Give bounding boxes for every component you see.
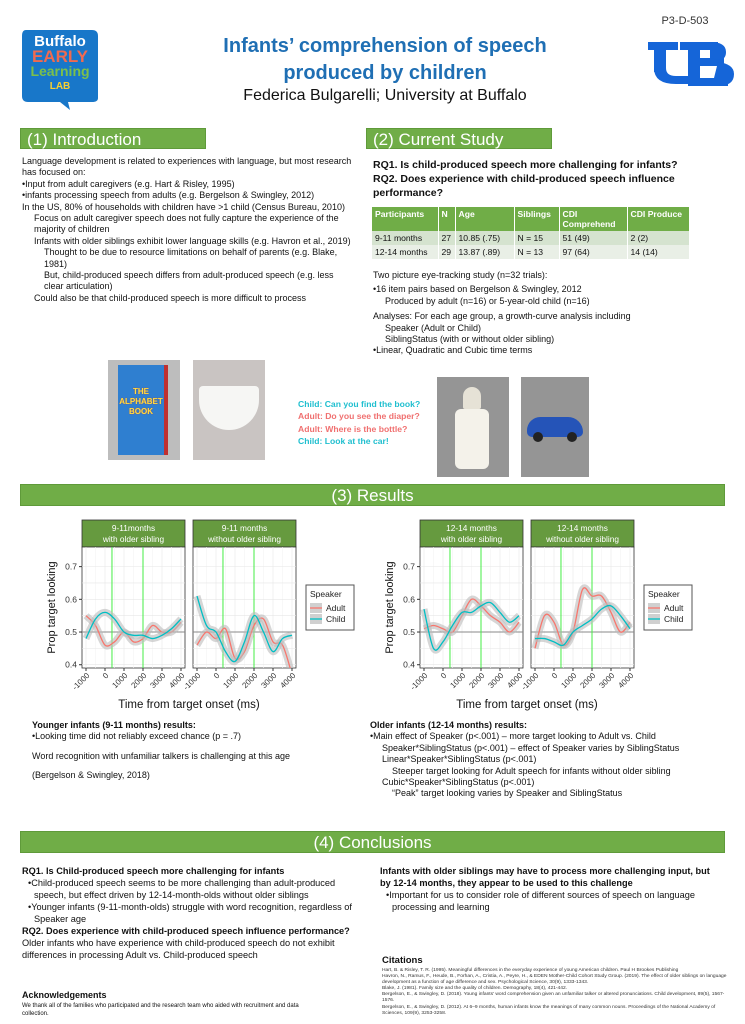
intro-text: Language development is related to experiences with language, but most research has focused on: •Input from adult caregivers (e.g. Hart & Risley, 1995) •infants processing speech from adults (e.g. Bergelson & Swingley, 2012) In the US, 80% of households with children have >1 child (Census Bureau, 2010) Focus on adult caregiver speech does not fully capture the experience of the majority of children Infants with older siblings exhibit lower language skills (e.g. Havron et al., 2019) Thought to be due to resource limitations on behalf of parents (e.g. Blake, 1981) But, child-produced speech differs from adult-produced speech (e.g. less clear articulation) Could also be that child-produced speech is more difficult to process	[22, 156, 352, 303]
y-tick-label: 0.4	[403, 659, 415, 670]
panel-title: with older sibling	[102, 534, 165, 544]
conclusions-heading: (4) Conclusions	[20, 831, 725, 853]
conclusions-right: Infants with older siblings may have to process more challenging input, but by 12-14 months, they appear to be used to this challenge •Important for us to consider role of different sources of speech on language processing and learning	[380, 866, 710, 912]
table-row: 12-14 months 29 13.87 (.89) N = 13 97 (64) 14 (14)	[372, 245, 690, 259]
legend-title: Speaker	[310, 589, 342, 599]
x-tick-label: 1000	[221, 671, 241, 690]
y-tick-label: 0.5	[403, 627, 415, 638]
x-tick-label: 3000	[597, 671, 617, 690]
panel-title: without older sibling	[546, 534, 619, 544]
x-tick-label: -1000	[519, 671, 541, 692]
x-tick-label: -1000	[408, 671, 430, 692]
x-tick-label: 1000	[448, 671, 468, 690]
author: Federica Bulgarelli; University at Buffalo	[243, 87, 527, 104]
research-questions: RQ1. Is child-produced speech more challenging for infants? RQ2. Does experience with child-produced speech influence performance?	[373, 159, 678, 199]
citations: Citations Hart, B. & Risley, T. R. (1995). Meaningful differences in the everyday experience of young American children. Paul H Brookes Publishing Havron, N., Ramus, F., Heude, B., Forhan, A., Cristia, A., Peyre, H., & EDEN Mother-Child Cohort Study Group. (2019). The effect of older siblings on language development as a function of age difference and sex. Psychological Science, 30(9), 1333-1343. Blake, J. (1981). Family size and the quality of children. Demography, 18(4), 421-442. Bergelson, E., & Swingley, D. (2018). Young infants' word comprehension given an unfamiliar talker or altered pronunciations. Child development, 89(5), 1567-1576. Bergelson, E., & Swingley, D. (2012). At 6–9 months, human infants know the meanings of many common nouns. Proceedings of the National Academy of Sciences, 109(9), 3253-3258.	[382, 955, 727, 1016]
y-axis-label: Prop target looking	[384, 561, 396, 654]
y-tick-label: 0.5	[65, 627, 77, 638]
x-tick-label: 2000	[467, 671, 487, 690]
x-tick-label: 4000	[167, 671, 187, 690]
diaper-image	[193, 360, 265, 460]
x-axis-label: Time from target onset (ms)	[118, 699, 260, 711]
panel-title: without older sibling	[208, 534, 281, 544]
study-heading: (2) Current Study	[366, 128, 552, 149]
x-tick-label: 2000	[129, 671, 149, 690]
x-tick-label: 2000	[578, 671, 598, 690]
legend-title: Speaker	[648, 589, 680, 599]
intro-heading: (1) Introduction	[20, 128, 206, 149]
participants-table: Participants N Age Siblings CDI Comprehend CDI Produce 9-11 months 27 10.85 (.75) N = 15 51 (49) 2 (2) 12-14 months 29 13.87 (.89) N = 13 97 (64) 14 (14)	[372, 207, 690, 259]
legend-entry: Child	[326, 614, 346, 624]
panel-title: 9-11months	[111, 523, 156, 533]
x-tick-label: 0	[549, 671, 560, 681]
bottle-image	[437, 377, 509, 477]
ub-logo	[648, 40, 738, 86]
panel-title: with older sibling	[440, 534, 503, 544]
y-axis-label: Prop target looking	[46, 561, 58, 654]
x-tick-label: 4000	[616, 671, 636, 690]
x-tick-label: 3000	[486, 671, 506, 690]
x-tick-label: 0	[438, 671, 449, 681]
y-tick-label: 0.7	[65, 561, 77, 572]
panel-title: 12-14 months	[446, 523, 497, 533]
study-design: Two picture eye-tracking study (n=32 trials): •16 item pairs based on Bergelson & Swingley, 2012 Produced by adult (n=16) or 5-year-old child (n=16) Analyses: For each age group, a growth-curve analysis including Speaker (Adult or Child) SiblingStatus (with or without older sibling) •Linear, Quadratic and Cubic time terms	[373, 270, 631, 356]
ub-logo-icon	[648, 40, 738, 86]
legend-entry: Child	[664, 614, 684, 624]
x-tick-label: 4000	[505, 671, 525, 690]
stimulus-sentences: Child: Can you find the book? Adult: Do you see the diaper? Adult: Where is the bottle? Child: Look at the car!	[298, 399, 421, 446]
x-tick-label: -1000	[70, 671, 92, 692]
x-tick-label: 1000	[110, 671, 130, 690]
book-image: THE ALPHABET BOOK	[108, 360, 180, 460]
y-tick-label: 0.4	[65, 659, 77, 670]
legend-entry: Adult	[326, 603, 346, 613]
results-heading: (3) Results	[20, 484, 725, 506]
older-results: Older infants (12-14 months) results: •Main effect of Speaker (p<.001) – more target looking to Adult vs. Child Speaker*SiblingStatus (p<.001) – effect of Speaker varies by SiblingStatus Linear*Speaker*SiblingStatus (p<.001) Steeper target looking for Adult speech for infants without older sibling Cubic*Speaker*SiblingStatus (p<.001) “Peak” target looking varies by Speaker and SiblingStatus	[370, 720, 680, 799]
y-tick-label: 0.6	[65, 594, 77, 605]
lab-logo: Buffalo EARLY Learning LAB	[20, 26, 104, 110]
poster-title: Infants’ comprehension of speech produced by children	[223, 35, 547, 84]
x-tick-label: 1000	[559, 671, 579, 690]
results-chart-younger	[0, 515, 370, 715]
younger-results: Younger infants (9-11 months) results: •Looking time did not reliably exceed chance (p = .7) Word recognition with unfamiliar talkers is challenging at this age (Bergelson & Swingley, 2018)	[32, 720, 290, 781]
legend-entry: Adult	[664, 603, 684, 613]
x-tick-label: 3000	[259, 671, 279, 690]
panel-title: 12-14 months	[557, 523, 608, 533]
table-row: 9-11 months 27 10.85 (.75) N = 15 51 (49) 2 (2)	[372, 231, 690, 245]
poster-id: P3-D-503	[661, 15, 709, 27]
x-tick-label: -1000	[181, 671, 203, 692]
x-axis-label: Time from target onset (ms)	[456, 699, 598, 711]
x-tick-label: 4000	[278, 671, 298, 690]
panel-title: 9-11 months	[221, 523, 268, 533]
results-chart-older	[370, 515, 745, 715]
x-tick-label: 2000	[240, 671, 260, 690]
y-tick-label: 0.6	[403, 594, 415, 605]
x-tick-label: 0	[211, 671, 222, 681]
conclusions-left: RQ1. Is Child-produced speech more challenging for infants •Child-produced speech seems to be more challenging than adult-produced speech, but effect driven by 12-14-month-olds without older siblings •Younger infants (9-11-month-olds) struggle with word recognition, regardless of Speaker age RQ2. Does experience with child-produced speech influence performance? Older infants who have experience with child-produced speech do not exhibit differences in processing Adult vs. Child-produced speech	[22, 866, 352, 960]
acknowledgements: Acknowledgements We thank all of the families who participated and the research team who aided with recruitment and data collection.	[22, 990, 299, 1017]
x-tick-label: 3000	[148, 671, 168, 690]
x-tick-label: 0	[100, 671, 111, 681]
car-image	[521, 377, 589, 477]
y-tick-label: 0.7	[403, 561, 415, 572]
